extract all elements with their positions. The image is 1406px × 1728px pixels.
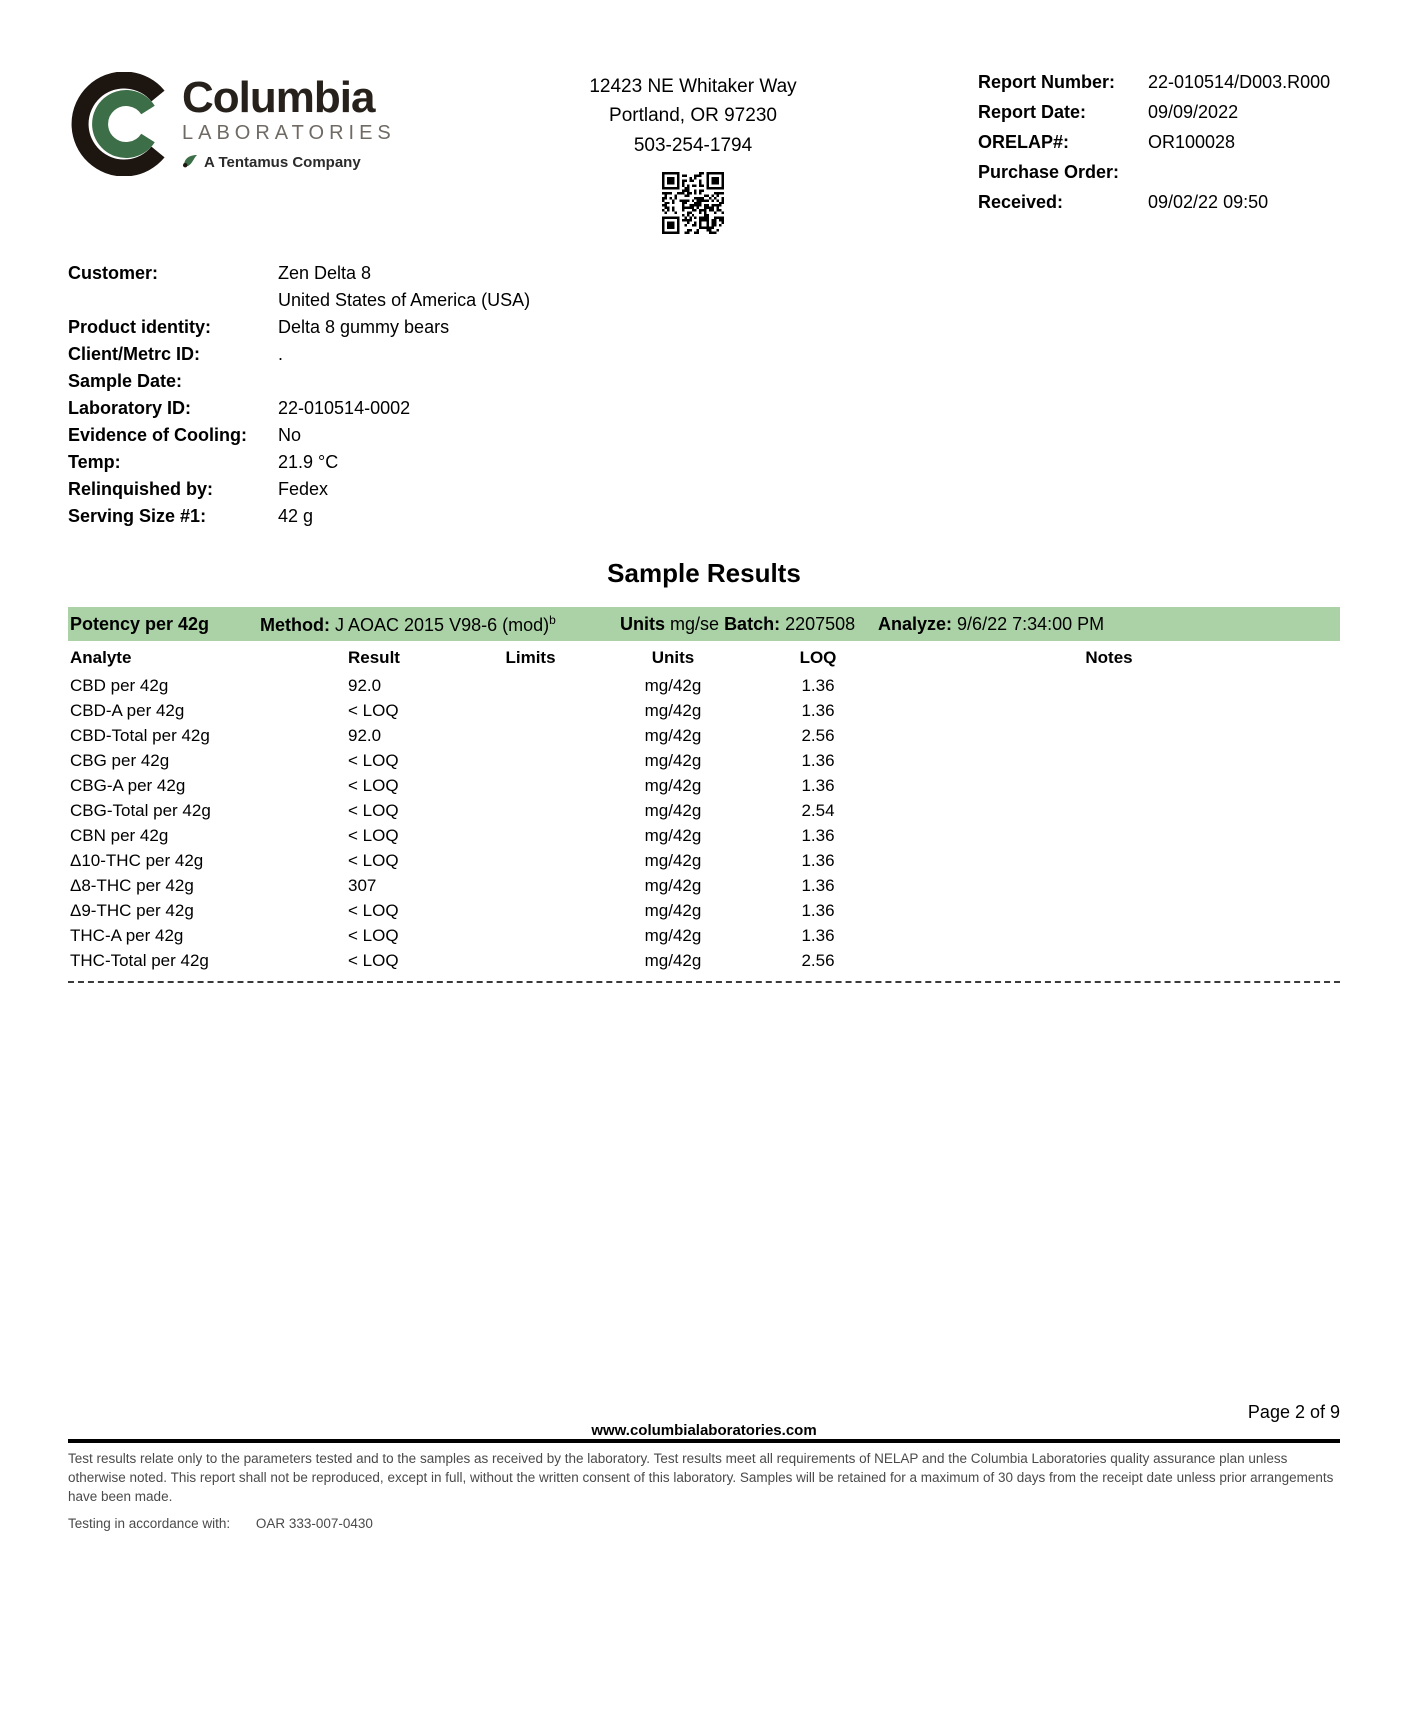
- relinquished-row: [68, 476, 1340, 503]
- lab-address-block: [408, 72, 978, 234]
- col-limits: Limits: [505, 648, 556, 668]
- method-value: J AOAC 2015 V98-6 (mod): [335, 614, 550, 635]
- col-analyte: Analyte: [70, 648, 132, 668]
- accordance-value: OAR 333-007-0430: [255, 1516, 373, 1532]
- customer-row: [68, 260, 1340, 314]
- batch-value: 2207508: [785, 613, 856, 634]
- analyte-cell: CBN per 42g: [70, 826, 169, 846]
- serving-size-label: Serving Size #1:: [68, 506, 207, 527]
- serving-size-row: [68, 503, 1340, 530]
- limits-cell: [473, 898, 588, 923]
- report-date-value: 09/09/2022: [1148, 102, 1239, 122]
- col-units: Units: [651, 648, 695, 668]
- analyze-info: [878, 614, 1340, 635]
- lab-address-line2: Portland, OR 97230: [609, 105, 777, 127]
- notes-cell: [878, 848, 1340, 873]
- customer-label: Customer:: [68, 263, 159, 284]
- analyte-cell: Δ8-THC per 42g: [70, 876, 194, 896]
- results-table-body: [68, 673, 1340, 973]
- relinquished-label: Relinquished by:: [68, 479, 214, 500]
- result-cell: < LOQ: [348, 851, 399, 871]
- limits-cell: [473, 698, 588, 723]
- result-row: [68, 948, 1340, 973]
- result-row: [68, 798, 1340, 823]
- lab-address-line1: 12423 NE Whitaker Way: [589, 76, 797, 97]
- logo-tagline: [182, 153, 396, 172]
- lab-address-line3: 503-254-1794: [633, 134, 753, 156]
- units-cell: mg/42g: [644, 676, 702, 696]
- customer-name: Zen Delta 8: [278, 263, 372, 284]
- tentamus-icon: [182, 153, 199, 172]
- report-info-row: [978, 72, 1340, 102]
- orelap-label: ORELAP#:: [978, 132, 1070, 152]
- cooling-row: [68, 422, 1340, 449]
- method-info: [260, 613, 620, 636]
- units-cell: mg/42g: [644, 776, 702, 796]
- sample-date-row: [68, 368, 1340, 395]
- limits-cell: [473, 723, 588, 748]
- limits-cell: [473, 923, 588, 948]
- result-cell: < LOQ: [348, 951, 399, 971]
- laboratory-id-value: 22-010514-0002: [278, 398, 411, 419]
- limits-cell: [473, 773, 588, 798]
- method-label: Method:: [260, 614, 330, 635]
- limits-cell: [473, 748, 588, 773]
- relinquished-value: Fedex: [278, 479, 329, 500]
- units-cell: mg/42g: [644, 951, 702, 971]
- loq-cell: 1.36: [801, 751, 835, 771]
- units-value: mg/se: [670, 613, 720, 634]
- loq-cell: 1.36: [801, 701, 835, 721]
- analyte-cell: THC-A per 42g: [70, 926, 184, 946]
- result-row: [68, 898, 1340, 923]
- notes-cell: [878, 923, 1340, 948]
- loq-cell: 1.36: [801, 851, 835, 871]
- report-number-value: 22-010514/D003.R000: [1148, 72, 1331, 92]
- result-row: [68, 673, 1340, 698]
- notes-cell: [878, 773, 1340, 798]
- analyze-value: 9/6/22 7:34:00 PM: [957, 613, 1105, 634]
- footer-rule: [68, 1402, 1340, 1443]
- columbia-logo-text: [182, 72, 396, 172]
- result-cell: 92.0: [348, 726, 382, 746]
- notes-cell: [878, 948, 1340, 973]
- customer-country: United States of America (USA): [278, 290, 531, 311]
- results-table: [68, 607, 1340, 983]
- report-info-row: [978, 192, 1340, 222]
- analyte-cell: CBD-A per 42g: [70, 701, 185, 721]
- temp-row: [68, 449, 1340, 476]
- cooling-label: Evidence of Cooling:: [68, 425, 248, 446]
- serving-size-value: 42 g: [278, 506, 314, 527]
- loq-cell: 1.36: [801, 676, 835, 696]
- notes-cell: [878, 748, 1340, 773]
- results-table-header-bar: [68, 607, 1340, 641]
- notes-cell: [878, 723, 1340, 748]
- units-batch-info: [620, 614, 878, 635]
- customer-value: [278, 260, 530, 314]
- units-cell: mg/42g: [644, 701, 702, 721]
- report-number-label: Report Number:: [978, 72, 1116, 92]
- result-row: [68, 848, 1340, 873]
- notes-cell: [878, 823, 1340, 848]
- received-label: Received:: [978, 192, 1064, 212]
- result-cell: < LOQ: [348, 801, 399, 821]
- units-cell: mg/42g: [644, 876, 702, 896]
- analyte-cell: Δ9-THC per 42g: [70, 901, 194, 921]
- loq-cell: 2.56: [801, 726, 835, 746]
- loq-cell: 2.54: [801, 801, 835, 821]
- result-row: [68, 923, 1340, 948]
- loq-cell: 1.36: [801, 876, 835, 896]
- batch-label: Batch:: [724, 613, 781, 634]
- units-cell: mg/42g: [644, 826, 702, 846]
- limits-cell: [473, 673, 588, 698]
- potency-section-label: Potency per 42g: [70, 613, 210, 634]
- units-cell: mg/42g: [644, 901, 702, 921]
- product-identity-label: Product identity:: [68, 317, 211, 338]
- analyte-cell: CBG-Total per 42g: [70, 801, 211, 821]
- product-identity-row: [68, 314, 1340, 341]
- limits-cell: [473, 948, 588, 973]
- loq-cell: 1.36: [801, 826, 835, 846]
- report-date-label: Report Date:: [978, 102, 1087, 122]
- laboratory-id-label: Laboratory ID:: [68, 398, 192, 419]
- result-row: [68, 698, 1340, 723]
- orelap-value: OR100028: [1148, 132, 1236, 152]
- units-label: Units: [620, 613, 665, 634]
- notes-cell: [878, 798, 1340, 823]
- report-info-row: [978, 162, 1340, 192]
- metrc-id-label: Client/Metrc ID:: [68, 344, 201, 365]
- col-result: Result: [348, 648, 400, 668]
- report-info-row: [978, 102, 1340, 132]
- result-row: [68, 873, 1340, 898]
- loq-cell: 1.36: [801, 901, 835, 921]
- result-cell: < LOQ: [348, 826, 399, 846]
- analyze-label: Analyze:: [878, 613, 953, 634]
- sample-info: [68, 260, 1340, 530]
- columbia-logo: [68, 72, 408, 181]
- result-row: [68, 748, 1340, 773]
- metrc-id-row: [68, 341, 1340, 368]
- notes-cell: [878, 673, 1340, 698]
- result-cell: 92.0: [348, 676, 382, 696]
- qr-code: [662, 172, 724, 234]
- analyte-cell: CBD per 42g: [70, 676, 169, 696]
- units-cell: mg/42g: [644, 926, 702, 946]
- analyte-cell: CBG per 42g: [70, 751, 170, 771]
- col-loq: LOQ: [799, 648, 837, 668]
- product-identity-value: Delta 8 gummy bears: [278, 317, 450, 338]
- units-cell: mg/42g: [644, 851, 702, 871]
- loq-cell: 1.36: [801, 776, 835, 796]
- result-cell: 307: [348, 876, 377, 896]
- analyte-cell: CBG-A per 42g: [70, 776, 186, 796]
- page-number: Page 2 of 9: [1247, 1402, 1340, 1422]
- report-info-row: [978, 132, 1340, 162]
- analyte-cell: THC-Total per 42g: [70, 951, 209, 971]
- loq-cell: 2.56: [801, 951, 835, 971]
- accordance-line: [68, 1516, 1340, 1531]
- accordance-label: Testing in accordance with:: [68, 1516, 231, 1532]
- logo-sub: LABORATORIES: [182, 122, 396, 144]
- logo-tagline-text: A Tentamus Company: [204, 154, 361, 171]
- method-footnote: b: [549, 612, 556, 627]
- logo-brand: Columbia: [182, 73, 375, 122]
- units-cell: mg/42g: [644, 751, 702, 771]
- notes-cell: [878, 873, 1340, 898]
- notes-cell: [878, 698, 1340, 723]
- result-cell: < LOQ: [348, 901, 399, 921]
- limits-cell: [473, 798, 588, 823]
- lab-website: www.columbialaboratories.com: [591, 1422, 817, 1439]
- limits-cell: [473, 823, 588, 848]
- report-header: [68, 72, 1340, 234]
- cooling-value: No: [278, 425, 302, 446]
- analyte-cell: CBD-Total per 42g: [70, 726, 210, 746]
- laboratory-id-row: [68, 395, 1340, 422]
- section-divider: [68, 981, 1340, 983]
- purchase-order-label: Purchase Order:: [978, 162, 1120, 182]
- result-cell: < LOQ: [348, 701, 399, 721]
- result-cell: < LOQ: [348, 776, 399, 796]
- temp-value: 21.9 °C: [278, 452, 339, 473]
- limits-cell: [473, 848, 588, 873]
- notes-cell: [878, 898, 1340, 923]
- metrc-id-value: .: [278, 344, 284, 365]
- results-column-headers: [68, 641, 1340, 673]
- section-title: Sample Results: [607, 558, 801, 589]
- result-cell: < LOQ: [348, 751, 399, 771]
- sample-date-label: Sample Date:: [68, 371, 183, 392]
- report-footer: [68, 1402, 1340, 1531]
- loq-cell: 1.36: [801, 926, 835, 946]
- result-row: [68, 823, 1340, 848]
- result-cell: < LOQ: [348, 926, 399, 946]
- units-cell: mg/42g: [644, 801, 702, 821]
- temp-label: Temp:: [68, 452, 121, 473]
- received-value: 09/02/22 09:50: [1148, 192, 1269, 212]
- disclaimer-text: Test results relate only to the parameters tested and to the samples as received by the laboratory. Test results meet all requirements of NELAP and the Columbia Laboratories quality assurance plan unless otherwise noted. This report shall not be reproduced, except in full, without the written consent of this laboratory. Samples will be retained for a maximum of 30 days from the receipt date unless prior arrangements have been made.: [68, 1451, 1334, 1505]
- col-notes: Notes: [1085, 648, 1133, 668]
- result-row: [68, 723, 1340, 748]
- columbia-logo-icon: [68, 72, 172, 181]
- result-row: [68, 773, 1340, 798]
- analyte-cell: Δ10-THC per 42g: [70, 851, 204, 871]
- limits-cell: [473, 873, 588, 898]
- report-info: [978, 72, 1340, 222]
- units-cell: mg/42g: [644, 726, 702, 746]
